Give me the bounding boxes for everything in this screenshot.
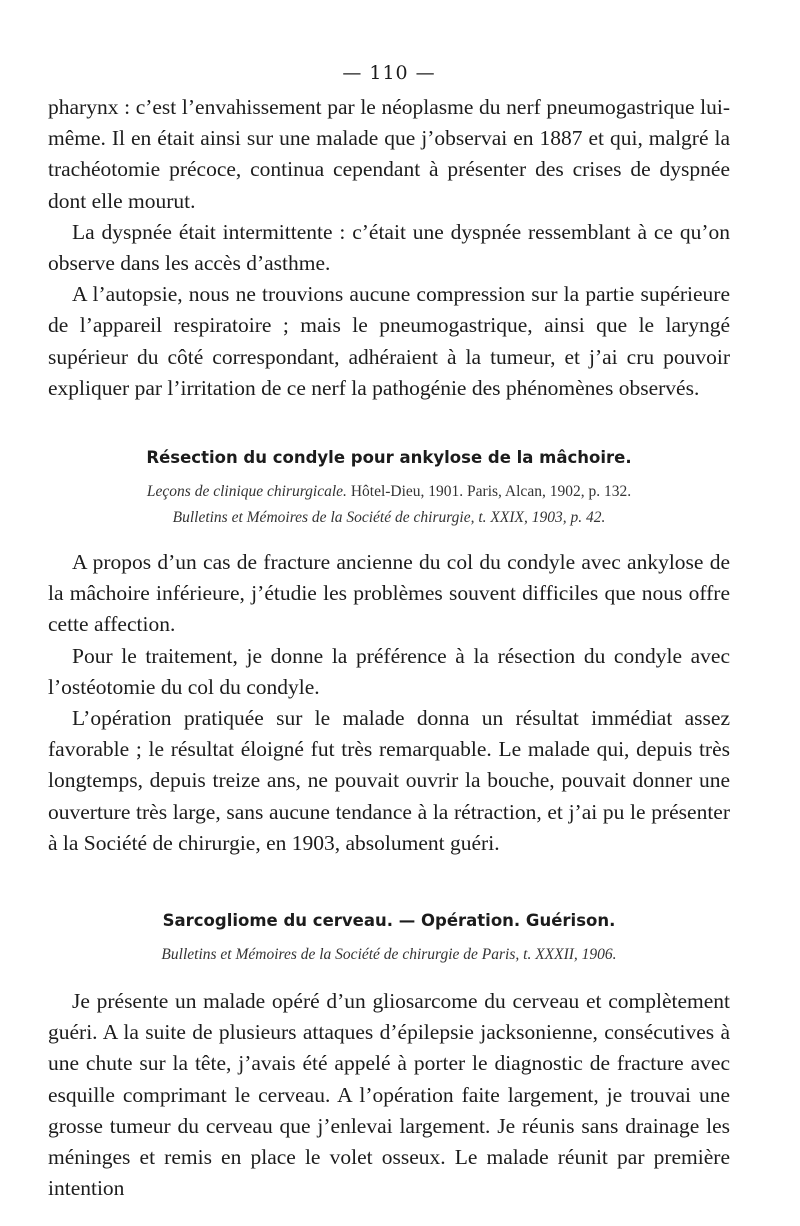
reference-line bbox=[48, 479, 730, 505]
reference-italic: Leçons de clinique chirurgicale. bbox=[146, 483, 347, 501]
paragraph: A propos d’un cas de fracture ancienne du col du condyle avec ankylose de la mâchoire inférieure, j’étudie les problèmes souvent difficiles que nous offre cette affection. bbox=[48, 550, 730, 637]
paragraph: Je présente un malade opéré d’un gliosarcome du cerveau et complètement guéri. A la suite de plusieurs attaques d’épilepsie jacksonienne, consécutives à une chute sur la tête, j’avais été appelé à porter le diagnostic de fracture avec esquille comprimant le cerveau. A l’opération faite largement, je trouvai une grosse tumeur du cerveau que j’enlevai largement. Je réunis sans drainage les méninges et remis en place le volet osseux. Le malade réunit par première intention bbox=[48, 989, 730, 1201]
paragraph: La dyspnée était intermittente : c’était une dyspnée ressemblant à ce qu’on observe dans les accès d’asthme. bbox=[48, 219, 730, 276]
section-title-sarcogliome: Sarcogliome du cerveau. — Opération. Guérison. bbox=[162, 911, 616, 931]
reference-roman: Hôtel-Dieu, 1901. Paris, Alcan, 1902, p. 132. bbox=[350, 483, 632, 501]
reference-line: Bulletins et Mémoires de la Société de chirurgie de Paris, t. XXXII, 1906. bbox=[161, 946, 617, 964]
section-title-condyle: Résection du condyle pour ankylose de la mâchoire. bbox=[146, 448, 632, 468]
paragraph: A l’autopsie, nous ne trouvions aucune compression sur la partie supérieure de l’appareil respiratoire ; mais le pneumogastrique, ainsi que le laryngé supérieur du côté correspondant, adhéraient à la tumeur, et j’ai cru pouvoir expliquer par l’irritation de ce nerf la pathogénie des phénomènes observés. bbox=[48, 282, 730, 400]
paragraph: L’opération pratiquée sur le malade donna un résultat immédiat assez favorable ; le résultat éloigné fut très remarquable. Le malade qui, depuis très longtemps, depuis treize ans, ne pouvait ouvrir la bouche, pouvait donner une ouverture très large, sans aucune tendance à la rétraction, et j’ai pu le présenter à la Société de chirurgie, en 1903, absolument guéri. bbox=[48, 706, 730, 855]
paragraph: Pour le traitement, je donne la préférence à la résection du condyle avec l’ostéotomie du col du condyle. bbox=[48, 643, 730, 699]
page-number: — 110 — bbox=[342, 62, 436, 84]
reference-line: Bulletins et Mémoires de la Société de chirurgie, t. XXIX, 1903, p. 42. bbox=[172, 509, 606, 527]
paragraph: pharynx : c’est l’envahissement par le néoplasme du nerf pneumogastrique lui-même. Il en était ainsi sur une malade que j’observai en 1887 et qui, malgré la trachéotomie précoce, continua cependant à présenter des crises de dyspnée dont elle mourut. bbox=[48, 95, 730, 213]
